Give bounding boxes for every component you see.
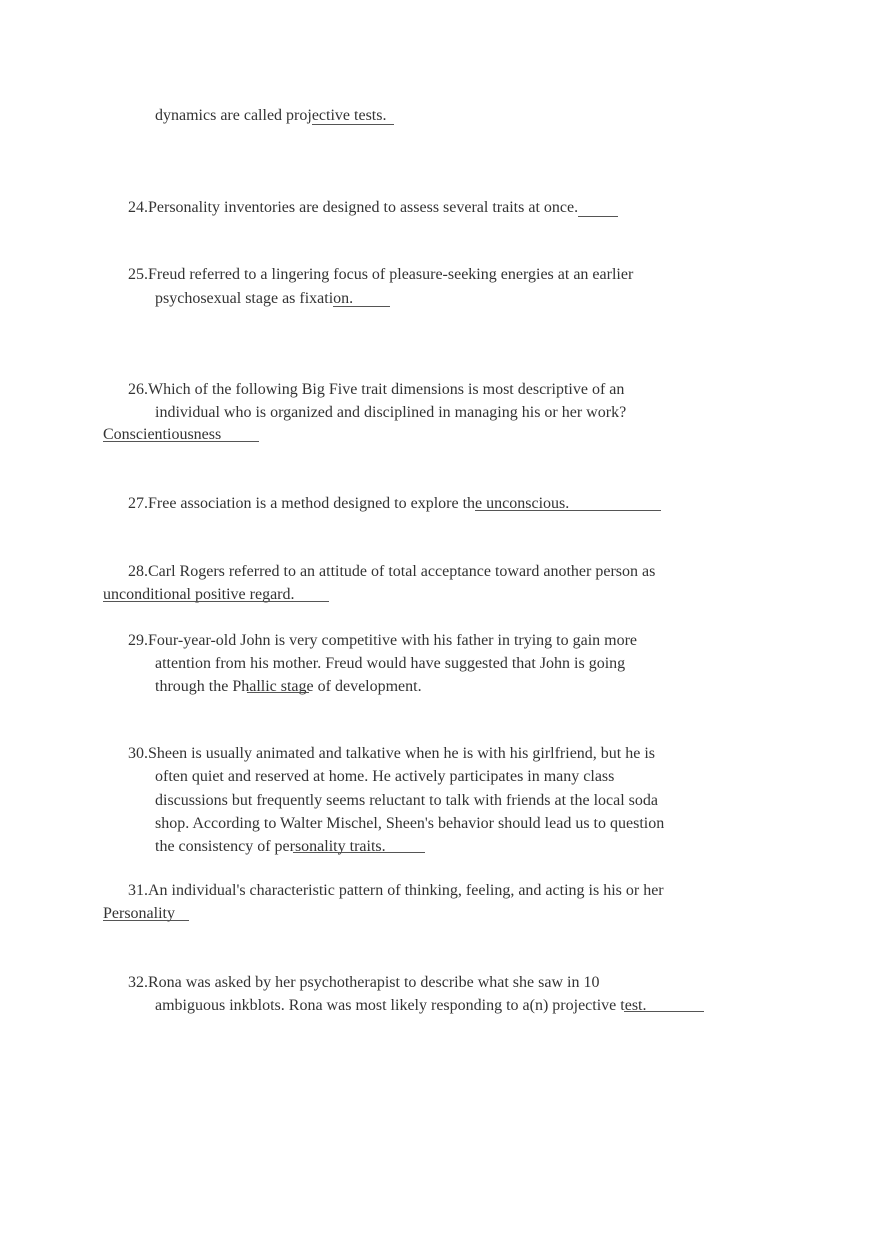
q29-text: Four-year-old John is very competitive with his father in trying to gain more	[148, 632, 638, 649]
q23-answer-underline	[312, 124, 394, 125]
q24-line-1	[128, 198, 578, 218]
q26-line-1	[128, 380, 624, 400]
q26-answer: Conscientiousness	[103, 426, 222, 443]
q26-line-2: individual who is organized and disciplined in managing his or her work?	[155, 404, 627, 421]
q26-number: 26.	[128, 381, 148, 398]
q32-text: Rona was asked by her psychotherapist to describe what she saw in 10	[148, 974, 600, 991]
q26-text: Which of the following Big Five trait dimensions is most descriptive of an	[148, 381, 625, 398]
q24-answer-underline	[578, 216, 618, 217]
q32-number: 32.	[128, 974, 148, 991]
q28-answer-underline	[103, 601, 329, 602]
q30-number: 30.	[128, 745, 148, 762]
q27-line-1	[128, 494, 569, 514]
q32-answer-underline	[624, 1011, 704, 1012]
q25-line-1	[128, 265, 633, 285]
q27-number: 27.	[128, 495, 148, 512]
q26-answer-underline	[103, 441, 259, 442]
q28-text: Carl Rogers referred to an attitude of total acceptance toward another person as	[148, 563, 656, 580]
q31-answer: Personality	[103, 905, 175, 922]
q30-line-4: shop. According to Walter Mischel, Sheen's behavior should lead us to question	[155, 815, 665, 832]
q30-text: Sheen is usually animated and talkative when he is with his girlfriend, but he is	[148, 745, 656, 762]
q23-line-1: dynamics are called projective tests.	[155, 107, 387, 124]
q31-number: 31.	[128, 882, 148, 899]
q25-number: 25.	[128, 266, 148, 283]
q30-line-5: the consistency of personality traits.	[155, 838, 386, 855]
q29-line-3: through the Phallic stage of development.	[155, 678, 422, 695]
q29-line-2: attention from his mother. Freud would have suggested that John is going	[155, 655, 626, 672]
q30-line-3: discussions but frequently seems reluctant to talk with friends at the local soda	[155, 792, 658, 809]
q24-text: Personality inventories are designed to assess several traits at once.	[148, 199, 579, 216]
q30-line-1	[128, 744, 655, 764]
q28-answer: unconditional positive regard.	[103, 586, 295, 603]
q30-answer-underline	[293, 852, 425, 853]
q27-text: Free association is a method designed to explore the unconscious.	[148, 495, 570, 512]
q24-number: 24.	[128, 199, 148, 216]
q25-answer-underline	[333, 306, 390, 307]
q29-line-1	[128, 631, 637, 651]
q31-text: An individual's characteristic pattern of thinking, feeling, and acting is his or her	[148, 882, 664, 899]
q31-answer-underline	[103, 920, 189, 921]
q29-answer-underline	[247, 692, 309, 693]
q32-line-2: ambiguous inkblots. Rona was most likely responding to a(n) projective test.	[155, 997, 647, 1014]
q32-line-1	[128, 973, 599, 993]
q28-number: 28.	[128, 563, 148, 580]
q31-line-1	[128, 881, 664, 901]
q25-line-2: psychosexual stage as fixation.	[155, 290, 354, 307]
q25-text: Freud referred to a lingering focus of pleasure-seeking energies at an earlier	[148, 266, 634, 283]
q27-answer-underline	[475, 510, 661, 511]
q30-line-2: often quiet and reserved at home. He actively participates in many class	[155, 768, 615, 785]
q28-line-1	[128, 562, 655, 582]
q29-number: 29.	[128, 632, 148, 649]
